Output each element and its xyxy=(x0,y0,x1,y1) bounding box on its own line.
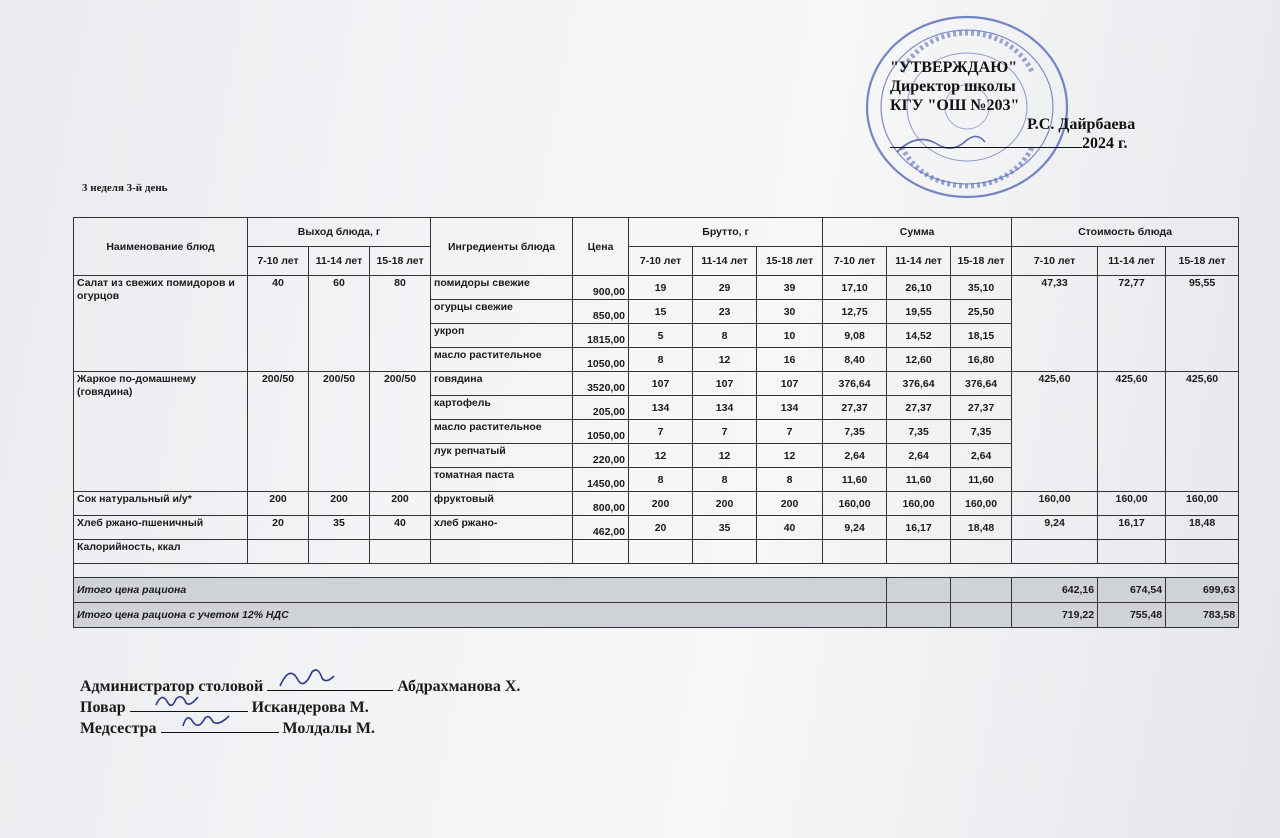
empty-cell xyxy=(1098,540,1166,564)
sum-value: 9,24 xyxy=(823,516,887,540)
brutto-value: 8 xyxy=(757,468,823,492)
dish-cost: 160,00 xyxy=(1166,492,1239,516)
empty-cell xyxy=(887,540,951,564)
brutto-value: 8 xyxy=(629,348,693,372)
ingredient-price: 462,00 xyxy=(573,516,629,540)
header-sum: Сумма xyxy=(823,218,1012,247)
brutto-value: 8 xyxy=(629,468,693,492)
header-age: 15-18 лет xyxy=(370,247,431,276)
signatures-block xyxy=(80,676,520,739)
dish-output: 35 xyxy=(309,516,370,540)
header-age: 15-18 лет xyxy=(951,247,1012,276)
empty-cell xyxy=(887,578,951,603)
ingredient-price: 850,00 xyxy=(573,300,629,324)
dish-cost: 425,60 xyxy=(1012,372,1098,492)
total-value: 719,22 xyxy=(1012,603,1098,628)
ingredient-price: 800,00 xyxy=(573,492,629,516)
signature-role: Администратор столовой xyxy=(80,678,264,695)
empty-cell xyxy=(1166,540,1239,564)
sum-value: 26,10 xyxy=(887,276,951,300)
signature-name: Абдрахманова Х. xyxy=(397,678,521,695)
empty-cell xyxy=(887,603,951,628)
sum-value: 12,75 xyxy=(823,300,887,324)
sum-value: 11,60 xyxy=(951,468,1012,492)
dish-name: Сок натуральный и/у* xyxy=(74,492,248,516)
header-cost: Стоимость блюда xyxy=(1012,218,1239,247)
header-age: 7-10 лет xyxy=(823,247,887,276)
dish-cost: 72,77 xyxy=(1098,276,1166,372)
header-age: 7-10 лет xyxy=(248,247,309,276)
total-value: 642,16 xyxy=(1012,578,1098,603)
empty-cell xyxy=(370,540,431,564)
sum-value: 11,60 xyxy=(823,468,887,492)
approval-title: "УТВЕРЖДАЮ" xyxy=(890,59,1018,76)
total-label: Итого цена рациона xyxy=(74,578,887,603)
approval-role: Директор школы xyxy=(890,78,1016,95)
sum-value: 376,64 xyxy=(823,372,887,396)
sum-value: 27,37 xyxy=(823,396,887,420)
table-row xyxy=(74,516,1239,540)
dish-output: 200/50 xyxy=(248,372,309,492)
brutto-value: 200 xyxy=(629,492,693,516)
brutto-value: 107 xyxy=(693,372,757,396)
sum-value: 17,10 xyxy=(823,276,887,300)
brutto-value: 15 xyxy=(629,300,693,324)
brutto-value: 134 xyxy=(757,396,823,420)
sum-value: 35,10 xyxy=(951,276,1012,300)
brutto-value: 134 xyxy=(629,396,693,420)
sum-value: 376,64 xyxy=(887,372,951,396)
table-row xyxy=(74,276,1239,300)
sum-value: 2,64 xyxy=(887,444,951,468)
brutto-value: 8 xyxy=(693,468,757,492)
sum-value: 7,35 xyxy=(823,420,887,444)
approval-signer: Р.С. Дайрбаева xyxy=(1027,116,1136,133)
calories-row xyxy=(74,540,1239,564)
sum-value: 9,08 xyxy=(823,324,887,348)
brutto-value: 12 xyxy=(757,444,823,468)
dish-cost: 16,17 xyxy=(1098,516,1166,540)
empty-cell xyxy=(573,540,629,564)
brutto-value: 35 xyxy=(693,516,757,540)
brutto-value: 16 xyxy=(757,348,823,372)
ingredient-name: фруктовый xyxy=(431,492,573,516)
header-output: Выход блюда, г xyxy=(248,218,431,247)
sum-value: 376,64 xyxy=(951,372,1012,396)
sum-value: 160,00 xyxy=(887,492,951,516)
dish-cost: 18,48 xyxy=(1166,516,1239,540)
brutto-value: 12 xyxy=(693,348,757,372)
sum-value: 160,00 xyxy=(823,492,887,516)
menu-table xyxy=(73,217,1239,628)
signature-name: Молдалы М. xyxy=(282,720,375,737)
brutto-value: 23 xyxy=(693,300,757,324)
brutto-value: 200 xyxy=(757,492,823,516)
empty-cell xyxy=(248,540,309,564)
signature-role: Медсестра xyxy=(80,720,157,737)
spacer-cell xyxy=(74,564,1239,578)
brutto-value: 30 xyxy=(757,300,823,324)
sum-value: 16,17 xyxy=(887,516,951,540)
signature-name: Искандерова М. xyxy=(251,699,369,716)
ingredient-name: масло растительное xyxy=(431,348,573,372)
ingredient-price: 1815,00 xyxy=(573,324,629,348)
sum-value: 12,60 xyxy=(887,348,951,372)
brutto-value: 20 xyxy=(629,516,693,540)
empty-cell xyxy=(823,540,887,564)
table-row xyxy=(74,372,1239,396)
dish-output: 200 xyxy=(248,492,309,516)
ingredient-price: 220,00 xyxy=(573,444,629,468)
ingredient-name: масло растительное xyxy=(431,420,573,444)
brutto-value: 5 xyxy=(629,324,693,348)
header-dish: Наименование блюд xyxy=(74,218,248,276)
table-row xyxy=(74,492,1239,516)
signature-row xyxy=(80,718,520,739)
ingredient-name: томатная паста xyxy=(431,468,573,492)
header-age: 11-14 лет xyxy=(693,247,757,276)
empty-cell xyxy=(757,540,823,564)
empty-cell xyxy=(431,540,573,564)
dish-name: Жаркое по-домашнему (говядина) xyxy=(74,372,248,492)
signature-line xyxy=(267,676,393,691)
total-value: 674,54 xyxy=(1098,578,1166,603)
sum-value: 25,50 xyxy=(951,300,1012,324)
brutto-value: 29 xyxy=(693,276,757,300)
dish-name: Салат из свежих помидоров и огурцов xyxy=(74,276,248,372)
total-value: 699,63 xyxy=(1166,578,1239,603)
approval-year: 2024 г. xyxy=(1082,135,1128,152)
approval-org: КГУ "ОШ №203" xyxy=(890,97,1020,114)
ingredient-price: 900,00 xyxy=(573,276,629,300)
signature-row xyxy=(80,697,520,718)
brutto-value: 12 xyxy=(693,444,757,468)
brutto-value: 12 xyxy=(629,444,693,468)
brutto-value: 200 xyxy=(693,492,757,516)
empty-cell xyxy=(951,540,1012,564)
header-age: 11-14 лет xyxy=(309,247,370,276)
sum-value: 27,37 xyxy=(951,396,1012,420)
header-brutto: Брутто, г xyxy=(629,218,823,247)
ingredient-price: 3520,00 xyxy=(573,372,629,396)
menu-body xyxy=(74,276,1239,628)
ingredient-name: говядина xyxy=(431,372,573,396)
empty-cell xyxy=(629,540,693,564)
header-age: 15-18 лет xyxy=(1166,247,1239,276)
brutto-value: 107 xyxy=(757,372,823,396)
dish-cost: 9,24 xyxy=(1012,516,1098,540)
dish-output: 200 xyxy=(370,492,431,516)
dish-output: 40 xyxy=(248,276,309,372)
header-price: Цена xyxy=(573,218,629,276)
sum-value: 16,80 xyxy=(951,348,1012,372)
brutto-value: 40 xyxy=(757,516,823,540)
header-age: 15-18 лет xyxy=(757,247,823,276)
dish-cost: 47,33 xyxy=(1012,276,1098,372)
brutto-value: 19 xyxy=(629,276,693,300)
ingredient-name: картофель xyxy=(431,396,573,420)
sum-value: 18,48 xyxy=(951,516,1012,540)
empty-cell xyxy=(309,540,370,564)
dish-output: 200/50 xyxy=(370,372,431,492)
brutto-value: 10 xyxy=(757,324,823,348)
sum-value: 8,40 xyxy=(823,348,887,372)
ingredient-name: лук репчатый xyxy=(431,444,573,468)
header-age: 7-10 лет xyxy=(629,247,693,276)
ingredient-price: 1450,00 xyxy=(573,468,629,492)
sum-value: 160,00 xyxy=(951,492,1012,516)
ingredient-name: огурцы свежие xyxy=(431,300,573,324)
ingredient-name: помидоры свежие xyxy=(431,276,573,300)
total-value: 783,58 xyxy=(1166,603,1239,628)
dish-output: 200/50 xyxy=(309,372,370,492)
ingredient-price: 1050,00 xyxy=(573,348,629,372)
week-label: 3 неделя 3-й день xyxy=(82,182,168,194)
dish-output: 40 xyxy=(370,516,431,540)
dish-output: 60 xyxy=(309,276,370,372)
sum-value: 19,55 xyxy=(887,300,951,324)
dish-name: Хлеб ржано-пшеничный xyxy=(74,516,248,540)
sum-value: 18,15 xyxy=(951,324,1012,348)
dish-cost: 425,60 xyxy=(1098,372,1166,492)
approval-block xyxy=(890,58,1160,153)
brutto-value: 7 xyxy=(757,420,823,444)
empty-cell xyxy=(951,603,1012,628)
brutto-value: 8 xyxy=(693,324,757,348)
dish-output: 200 xyxy=(309,492,370,516)
signature-line xyxy=(161,718,279,733)
header-age: 11-14 лет xyxy=(887,247,951,276)
calories-label: Калорийность, ккал xyxy=(74,540,248,564)
dish-cost: 160,00 xyxy=(1098,492,1166,516)
ingredient-name: укроп xyxy=(431,324,573,348)
spacer-row xyxy=(74,564,1239,578)
header-ingredients: Ингредиенты блюда xyxy=(431,218,573,276)
total-row xyxy=(74,578,1239,603)
brutto-value: 7 xyxy=(629,420,693,444)
sum-value: 7,35 xyxy=(887,420,951,444)
brutto-value: 107 xyxy=(629,372,693,396)
ingredient-name: хлеб ржано- xyxy=(431,516,573,540)
dish-output: 20 xyxy=(248,516,309,540)
ingredient-price: 205,00 xyxy=(573,396,629,420)
brutto-value: 134 xyxy=(693,396,757,420)
sum-value: 7,35 xyxy=(951,420,1012,444)
total-label: Итого цена рациона с учетом 12% НДС xyxy=(74,603,887,628)
dish-output: 80 xyxy=(370,276,431,372)
brutto-value: 39 xyxy=(757,276,823,300)
sum-value: 14,52 xyxy=(887,324,951,348)
ingredient-price: 1050,00 xyxy=(573,420,629,444)
empty-cell xyxy=(951,578,1012,603)
sum-value: 2,64 xyxy=(823,444,887,468)
sum-value: 2,64 xyxy=(951,444,1012,468)
dish-cost: 95,55 xyxy=(1166,276,1239,372)
header-age: 11-14 лет xyxy=(1098,247,1166,276)
total-row xyxy=(74,603,1239,628)
signature-role: Повар xyxy=(80,699,126,716)
dish-cost: 160,00 xyxy=(1012,492,1098,516)
total-value: 755,48 xyxy=(1098,603,1166,628)
empty-cell xyxy=(693,540,757,564)
empty-cell xyxy=(1012,540,1098,564)
sum-value: 11,60 xyxy=(887,468,951,492)
header-age: 7-10 лет xyxy=(1012,247,1098,276)
sum-value: 27,37 xyxy=(887,396,951,420)
dish-cost: 425,60 xyxy=(1166,372,1239,492)
brutto-value: 7 xyxy=(693,420,757,444)
